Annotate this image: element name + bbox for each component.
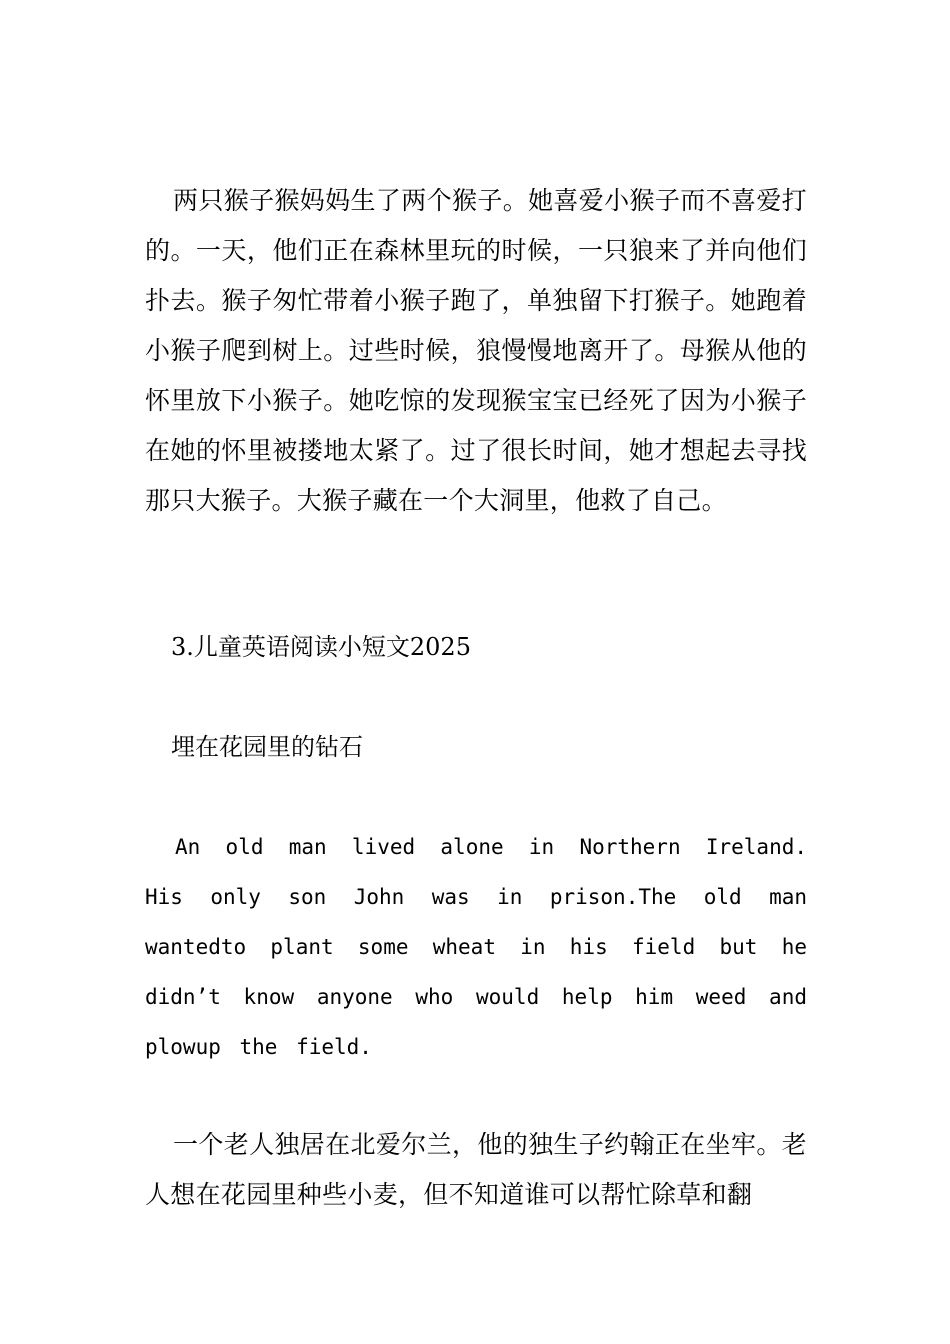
story-paragraph-english: An old man lived alone in Northern Ireland. His only son John was in prison.The old man wantedto plant some wheat in his field but he didn’t know anyone who would help him weed and plowup the field. [145,835,807,1059]
story-paragraph-chinese: 两只猴子猴妈妈生了两个猴子。她喜爱小猴子而不喜爱打的。一天，他们正在森林里玩的时候，一只狼来了并向他们扑去。猴子匆忙带着小猴子跑了，单独留下打猴子。她跑着小猴子爬到树上。过些时候，狼慢慢地离开了。母猴从他的怀里放下小猴子。她吃惊的发现猴宝宝已经死了因为小猴子在她的怀里被搂地太紧了。过了很长时间，她才想起去寻找那只大猴子。大猴子藏在一个大洞里，他救了自己。 [145,186,807,515]
story-title: 埋在花园里的钻石 [171,733,363,761]
story-paragraph-translation: 一个老人独居在北爱尔兰，他的独生子约翰正在坐牢。老人想在花园里种些小麦，但不知道谁可以帮忙除草和翻 [145,1130,807,1209]
section-heading: 3.儿童英语阅读小短文2025 [171,633,471,661]
